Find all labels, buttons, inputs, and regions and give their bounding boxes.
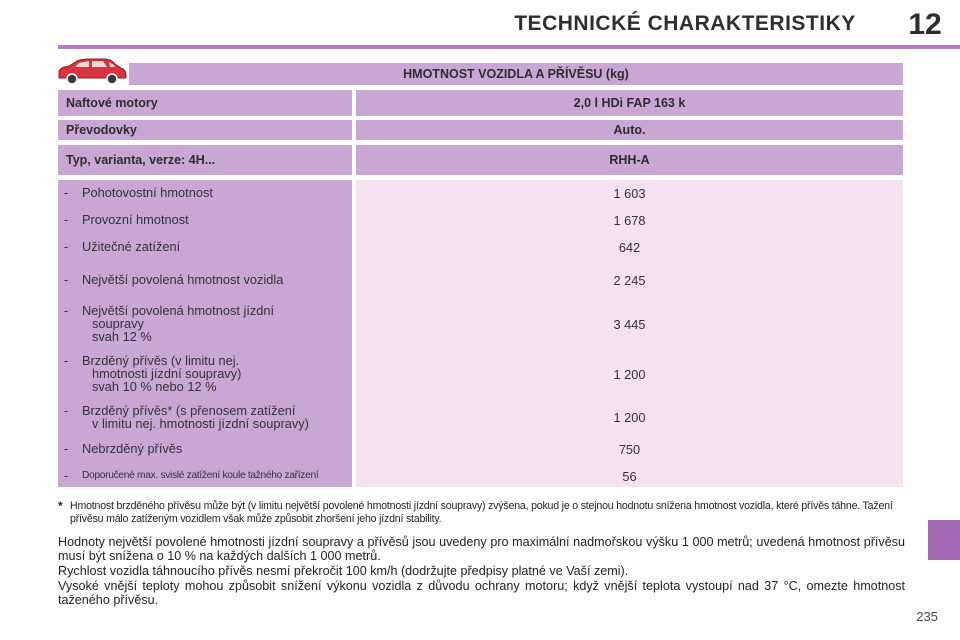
list-dash: - xyxy=(64,239,69,254)
footnote-text: Hmotnost brzděného přívěsu může být (v limitu největší povolené hmotnosti jízdní soupravy) zvýšena, pokud je o stejnou hodnotu snížena hmotnost vozidla, které přívěs táhne. Tažení přívěsu málo zatíženým vozidlem však může způsobit zhoršení jeho jízdní stability. xyxy=(70,500,893,525)
chapter-number: 12 xyxy=(908,8,942,41)
list-dash: - xyxy=(64,303,69,318)
spec-value: 1 200 xyxy=(613,367,646,382)
chapter-tab xyxy=(928,520,960,560)
list-dash: - xyxy=(64,185,69,200)
spec-value: 1 200 xyxy=(613,410,646,425)
spec-label-line: Největší povolená hmotnost jízdní xyxy=(82,303,275,318)
spec-label: Pohotovostní hmotnost xyxy=(82,185,213,200)
gearbox-label: Převodovky xyxy=(58,120,352,140)
footnote-marker: * xyxy=(58,499,63,513)
paragraph-speed: Rychlost vozidla táhnoucího přívěs nesmí překročit 100 km/h (dodržujte předpisy platné ve Vaší zemi). xyxy=(58,564,629,578)
gearbox-value: Auto. xyxy=(356,120,903,140)
spec-row xyxy=(58,442,352,455)
car-icon xyxy=(55,56,129,86)
spec-row xyxy=(58,240,352,253)
spec-label: Užitečné zatížení xyxy=(82,239,181,254)
spec-value: 1 603 xyxy=(613,186,646,201)
spec-row xyxy=(58,186,352,199)
spec-label-line: hmotnosti jízdní soupravy) xyxy=(92,366,242,381)
spec-label: Doporučené max. svislé zatížení koule tažného zařízení xyxy=(82,470,319,481)
spec-label-line: svah 10 % nebo 12 % xyxy=(92,379,217,394)
list-dash: - xyxy=(64,272,69,287)
spec-labels xyxy=(58,180,352,487)
type-label: Typ, varianta, verze: 4H... xyxy=(58,145,352,175)
spec-row xyxy=(58,304,352,343)
engine-value: 2,0 l HDi FAP 163 k xyxy=(356,90,903,116)
list-dash: - xyxy=(64,212,69,227)
page-title: TECHNICKÉ CHARAKTERISTIKY xyxy=(514,12,856,35)
spec-value: 3 445 xyxy=(613,317,646,332)
spec-label-line: Brzděný přívěs (v limitu nej. xyxy=(82,353,240,368)
spec-label: Nebrzděný přívěs xyxy=(82,441,183,456)
spec-label-line: soupravy xyxy=(92,316,144,331)
page-number: 235 xyxy=(916,609,938,624)
spec-value: 2 245 xyxy=(613,273,646,288)
paragraph-altitude: Hodnoty největší povolené hmotnosti jízdní soupravy a přívěsů jsou uvedeny pro maximální nadmořskou výšku 1 000 metrů; uvedená hmotnost přívěsu musí být snížena o 10 % na každých dalších 1 000 metrů. xyxy=(58,535,905,563)
spec-value: 56 xyxy=(622,469,637,484)
spec-label-line: svah 12 % xyxy=(92,329,152,344)
list-dash: - xyxy=(64,403,69,418)
paragraph-temperature: Vysoké vnější teploty mohou způsobit snížení výkonu vozidla z důvodu ochrany motoru; když vnější teplota vystoupí nad 37 °C, omezte hmotnost taženého přívěsu. xyxy=(58,579,905,607)
header-rule xyxy=(58,45,960,49)
spec-row xyxy=(58,354,352,393)
spec-values xyxy=(356,180,903,487)
table-title: HMOTNOST VOZIDLA A PŘÍVĚSU (kg) xyxy=(129,63,903,85)
spec-label-line: v limitu nej. hmotnosti jízdní soupravy) xyxy=(92,416,309,431)
spec-value: 642 xyxy=(618,240,641,255)
engine-label: Naftové motory xyxy=(58,90,352,116)
type-value: RHH-A xyxy=(356,145,903,175)
spec-value: 1 678 xyxy=(613,213,646,228)
list-dash: - xyxy=(64,468,69,483)
list-dash: - xyxy=(64,441,69,456)
spec-row xyxy=(58,273,352,286)
spec-row xyxy=(58,213,352,226)
spec-row xyxy=(58,469,352,482)
spec-label: Největší povolená hmotnost vozidla xyxy=(82,272,284,287)
spec-row xyxy=(58,404,352,430)
spec-label: Provozní hmotnost xyxy=(82,212,189,227)
spec-value: 750 xyxy=(618,442,641,457)
spec-label-line: Brzděný přívěs* (s přenosem zatížení xyxy=(82,403,296,418)
footnote xyxy=(58,500,905,526)
list-dash: - xyxy=(64,353,69,368)
